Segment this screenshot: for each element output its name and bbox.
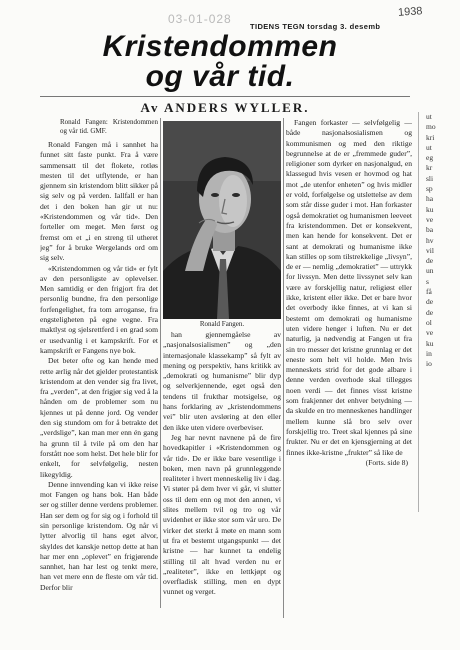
edge-fragment: ve xyxy=(426,214,434,224)
edge-fragment: hv xyxy=(426,235,434,245)
column-2-paragraph: Jeg har nevnt navnene på de fire hovedkapitler i «Kristendommen og vår tid». De er ikke bare vesentlige i boken, men navn på grunnleggende realiteter i hvert menneskelig liv i dag. Vi støter på dem hver vi går, vi slutter oss til dem enn og mot den annen, vi slites mellem tvil og tro og vår uvidenhet er ikke stor som vår uro. De virker det sterkt å møte en mann som ut fra et bestemt utgangspunkt — det kristne — har kunnet ta endelig stilling til alt hvad verden nu er „realiteter”, ikke en lettkjøpt og overfladisk stilling, men en dypt vunnet og verget. xyxy=(163,432,281,597)
edge-fragment: un xyxy=(426,266,434,276)
article-title xyxy=(40,32,400,92)
edge-fragment: eg xyxy=(426,153,434,163)
edge-fragment: ol xyxy=(426,317,432,327)
column-3-paragraph: Fangen forkaster — selvfølgelig — både nasjonalsosialismen og kommunismen og med den riktige begrunnelse at de er „fremmede guder”, religioner som dyrker en nasjonalgud, en klassegud hvis vesen er hovmod og hat mot „de utenfor enheten” og hvis midler er vold, forfølgelse og utslettelse av dem som står disse guder i mot. Han forkaster også demokratiet og humanismen leeveet fra kristendommen. Det er konsekvent, men kan hende for konsekvent. Det er sant at demokrati og humanisme ikke kan stilles op som tilstrekkelige „livsyn”, de er — nemlig „demokratiet” — uttrykk for livssyn. Men dette livssynet selv kan være av forskjellig natur, religiøst eller ikke, kristent eller ikke. Det er bare hvor det overbody ikke finnes, at vi kan si bestemt om demokrati og humanisme uten videre henger i luften. Nu er det naturlig, ja nødvendig at Fangen ut fra sin tro messer det kristne grunnlag er det eneste som helt vil holde. Men hvis menneskets strid for det gode albare i denne verden overhode skal tillegges noen verdi — det finnes visst kristne som frakjenner det enhver betydning — da skulde en tro menneskenes handlinger mellem kunne slå bro selv over forskjellig tro. Treet skal kjennes på sine frukter. Nu er det en kjensgjerning at det finnes ikke-kristne „frukter” så like de xyxy=(286,118,412,457)
clipping-edge xyxy=(418,112,419,512)
column-1-paragraph: «Kristendommen og vår tid» er fylt av den personligste av oplevelser. Men samtidig er den frigjort fra det personlig bundne, fra den personlige forfengelighet, fra tom arroganse, fra engsteligheten på egne vegne. Fra maktlyst og sjelsrettferd i en grad som er usedvanlig i et kampskrift. For et kampskrift er Fangens nye bok. xyxy=(40,263,158,355)
article-column-2 xyxy=(163,330,281,615)
photo-caption: Ronald Fangen. xyxy=(199,320,245,328)
article-byline: Av ANDERS WYLLER. xyxy=(140,100,310,115)
edge-fragment: s xyxy=(426,276,429,286)
edge-fragment: vil xyxy=(426,245,434,255)
edge-fragment: ve xyxy=(426,328,434,338)
edge-fragment: sp xyxy=(426,184,433,194)
edge-fragment: de xyxy=(426,256,434,266)
newspaper-masthead: TIDENS TEGN torsdag 3. desemb xyxy=(250,22,381,31)
title-divider xyxy=(40,96,410,97)
edge-fragment: de xyxy=(426,297,434,307)
portrait-illustration xyxy=(163,121,281,319)
edge-fragment: få xyxy=(426,287,432,297)
author-portrait-photo xyxy=(163,121,281,319)
edge-fragment: ku xyxy=(426,338,434,348)
column-1-paragraph: Ronald Fangen må i sannhet ha funnet sitt faste punkt. Fra å være sammensatt til det flokete, rotløs mesten til det utflytende, er han gjennem sin kristendom blitt sikker på sig selv og på verden. Iallfall er han det i den boken han gir ut nu: «Kristendommen og vår tid». Den forteller om meget. Men først og fremst om et „i en streng til utheret jeg” for å bruke Wergelands ord om sig selv. xyxy=(40,140,158,263)
edge-fragment: ku xyxy=(426,204,434,214)
edge-fragment: ut xyxy=(426,112,432,121)
edge-fragment: io xyxy=(426,359,432,369)
column-1-paragraph: Denne innvending kan vi ikke reise mot Fangen og hans bok. Han både ser og stiller denne verdens problemer. Han ser dem og for sig og i forhold til sin personlige kristendom. Og når vi lytter alvorlig til hans eget alvor, skyldes det kanskje nettop dette at han har mer enn „oplevet” en frigjørende sannhet, han har lest og tenkt mere, han vet mere enn de fleste om vår tid. Derfor blir xyxy=(40,479,158,592)
edge-fragment: kr xyxy=(426,163,433,173)
title-line-1: Kristendommen xyxy=(102,30,338,63)
edge-fragment: ba xyxy=(426,225,434,235)
adjacent-column-fragment xyxy=(426,112,452,372)
column-2-paragraph: han gjennemgåelse av „nasjonalsosialismen” og „den internasjonale klassekamp” så fylt av mening og perspektiv, hans kritikk av „demokrati og humanisme” blir dyp og selverkjennende, eget også den tendens til frukthar motsigelse, og hans forklaring av „kristendommens vei” blir uten avsløring at den eller den ikke uten videre overbeviser. xyxy=(163,330,281,432)
edge-fragment: ha xyxy=(426,194,434,204)
edge-fragment: ut xyxy=(426,142,432,152)
edge-fragment: sli xyxy=(426,173,434,183)
handwritten-year: 1938 xyxy=(397,5,423,19)
continued-note: (Forts. side 8) xyxy=(365,457,408,467)
edge-fragment: in xyxy=(426,348,432,358)
book-caption: Ronald Fangen: Kristendommen og vår tid. GMF. xyxy=(60,118,158,135)
edge-fragment: de xyxy=(426,307,434,317)
title-line-2: og vår tid. xyxy=(145,60,295,93)
column-1-paragraph: Det beter ofte og kan hende med rette ærlig når det gjelder protestantisk kristendom at den vender sig fra livet, fra „verden”, at den frigjør sig ved å la hånden om de problemer som nu kjennes ut på denne jord. Og vender den sig stundom om for å betrakte det „verdslige”, kan man mer enn én gang ha grunn til å tvile på om den har forstått noe som helst. Det hele blir for enkelt, for selvfølgelig, nesten likegyldig. xyxy=(40,356,158,479)
edge-fragment: mo xyxy=(426,122,436,132)
edge-fragment: kri xyxy=(426,132,435,142)
article-column-3 xyxy=(286,118,412,508)
archive-stamp-date: 03-01-028 xyxy=(168,12,232,26)
column-divider xyxy=(283,118,284,618)
column-divider xyxy=(160,118,161,608)
article-column-1 xyxy=(40,118,158,598)
